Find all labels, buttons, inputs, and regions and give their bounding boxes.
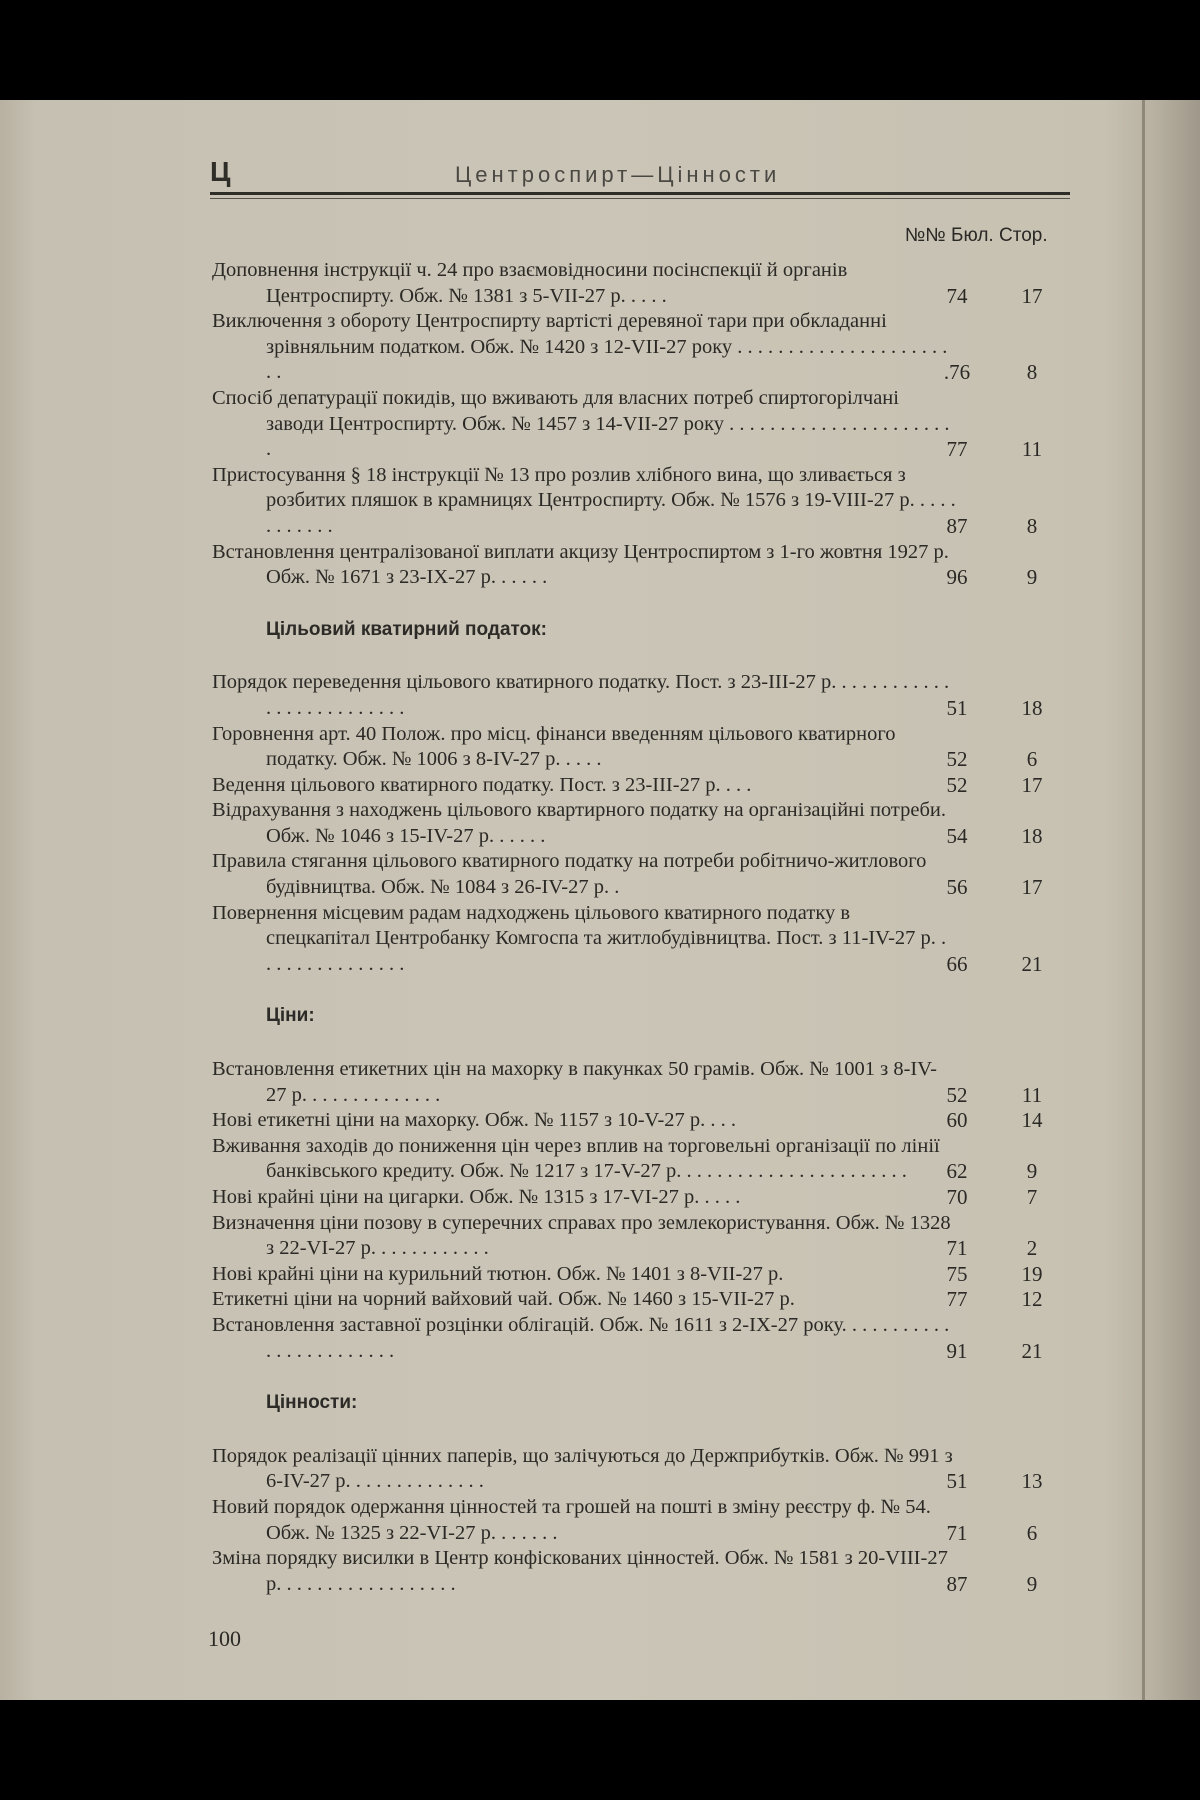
page-reference: 19	[1021, 1261, 1043, 1286]
page-reference: 21	[1021, 1338, 1043, 1363]
entry-references	[912, 773, 1072, 799]
entry-title: Зміна порядку висилки в Центр конфіскованих цінностей. Обж. № 1581 з 20-VIII-27 р. . . . . . . . . . . . . . . . . .	[212, 1547, 948, 1595]
section-heading: Цінности:	[266, 1392, 358, 1414]
entry-title: Порядок переведення цільового кватирного податку. Пост. з 23-III-27 р. . . . . . . . . . . . . . . . . . . . . . . . . .	[212, 671, 950, 719]
bulletin-number: 87	[946, 513, 968, 538]
index-entry	[212, 773, 1072, 799]
section-letter: Ц	[210, 156, 231, 187]
bulletin-number: .76	[943, 360, 971, 385]
entry-title: Нові крайні ціни на курильний тютюн. Обж. № 1401 з 8-VII-27 р.	[212, 1262, 784, 1285]
bulletin-number: 52	[946, 1082, 968, 1107]
page-reference: 6	[1026, 1520, 1038, 1545]
bulletin-number: 56	[946, 875, 968, 900]
bulletin-number: 51	[946, 695, 968, 720]
entry-title: Відрахування з находжень цільового квартирного податку на організаційні потреби. Обж. № 1046 з 15-IV-27 р. . . . . .	[212, 799, 946, 847]
running-title: Центроспирт—Цінности	[455, 162, 781, 187]
index-entry	[212, 1546, 1072, 1597]
entry-references	[912, 437, 1072, 463]
index-entry	[212, 1262, 1072, 1288]
entry-references	[912, 1469, 1072, 1495]
page-reference: 8	[1026, 513, 1038, 538]
index-entry	[212, 1444, 1072, 1495]
bulletin-number: 70	[946, 1185, 968, 1209]
entry-title: Встановлення заставної розцінки облігацій. Обж. № 1611 з 2-IX-27 року. . . . . . . . . . . . . . . . . . . . . . . .	[212, 1313, 950, 1362]
index-entry	[212, 386, 1072, 463]
entry-references	[912, 360, 1072, 386]
bulletin-number: 71	[946, 1236, 968, 1261]
book-page	[0, 100, 1200, 1700]
page-reference: 17	[1021, 772, 1043, 797]
entry-references	[912, 696, 1072, 722]
entry-title: Встановлення централізованої виплати акцизу Центроспиртом з 1-го жовтня 1927 р. Обж. № 1671 з 23-IX-27 р. . . . . .	[212, 540, 949, 589]
bulletin-number: 96	[946, 565, 968, 590]
entry-title: Вживання заходів до пониження цін через вплив на торговельні організації по лінії банківського кредиту. Обж. № 1217 з 17-V-27 р. . . . . . . . . . . . . . . . . . . . . . .	[212, 1134, 940, 1183]
bulletin-number: 71	[946, 1520, 968, 1545]
entry-title: Ведення цільового кватирного податку. Пост. з 23-III-27 р. . . .	[212, 773, 752, 796]
entry-references	[912, 747, 1072, 773]
entry-title: Спосіб депатурації покидів, що вживають для власних потреб спиртогорілчані заводи Центроспирту. Обж. № 1457 з 14-VII-27 року . . . . . . . . . . . . . . . . . . . . . . .	[212, 386, 950, 461]
entry-title: Повернення місцевим радам надходжень цільового кватирного податку в спецкапітал Центробанку Комгоспа та житлобудівництва. Пост. з 11-IV-27 р. . . . . . . . . . . . . . . .	[212, 901, 947, 975]
entry-references	[912, 284, 1072, 310]
index-entry	[212, 1134, 1072, 1185]
index-content	[212, 258, 1072, 1597]
entry-references	[912, 1185, 1072, 1211]
bulletin-number: 52	[946, 747, 968, 772]
entry-references	[912, 875, 1072, 901]
entry-title: Нові крайні ціни на цигарки. Обж. № 1315 з 17-VI-27 р. . . . .	[212, 1186, 741, 1208]
index-entry	[212, 722, 1072, 773]
section-heading: Цільовий кватирний податок:	[266, 618, 548, 640]
page-reference: 12	[1021, 1287, 1043, 1312]
index-entry	[212, 1495, 1072, 1546]
entry-references	[912, 1521, 1072, 1547]
bulletin-number: 66	[946, 951, 968, 976]
index-entry	[212, 1108, 1072, 1134]
entry-title: Правила стягання цільового кватирного податку на потреби робітничо-житлового будівництва. Обж. № 1084 з 26-IV-27 р. .	[212, 850, 927, 899]
bulletin-number: 75	[946, 1261, 968, 1286]
section-heading: Ціни:	[266, 1005, 315, 1027]
entry-references	[912, 1262, 1072, 1288]
page-reference: 13	[1021, 1469, 1043, 1494]
index-entry	[212, 798, 1072, 849]
entry-title: Встановлення етикетних цін на махорку в пакунках 50 грамів. Обж. № 1001 з 8-IV-27 р. . . . . . . . . . . . . .	[212, 1058, 937, 1106]
entry-references	[912, 514, 1072, 540]
index-entry	[212, 1057, 1072, 1108]
entry-title: Порядок реалізації цінних паперів, що залічуються до Держприбутків. Обж. № 991 з 6-IV-27 р. . . . . . . . . . . . . .	[212, 1444, 953, 1493]
header-rule-thin	[210, 198, 1070, 199]
page-reference: 14	[1021, 1108, 1043, 1133]
entry-references	[912, 824, 1072, 850]
index-entry	[212, 1211, 1072, 1262]
bulletin-number: 51	[946, 1469, 968, 1494]
index-entry	[212, 849, 1072, 900]
page-reference: 2	[1026, 1236, 1038, 1261]
entry-references	[912, 1236, 1072, 1262]
bulletin-number: 52	[946, 772, 968, 797]
index-entry	[212, 540, 1072, 591]
bulletin-number: 77	[946, 437, 968, 462]
page-number: 100	[208, 1626, 241, 1651]
bulletin-number: 60	[946, 1108, 968, 1133]
page-reference: 17	[1021, 283, 1043, 308]
page-reference: 8	[1026, 360, 1038, 385]
entry-references	[912, 1339, 1072, 1365]
page-reference: 9	[1026, 1159, 1038, 1184]
running-header	[210, 156, 1070, 196]
entry-title: Горовнення арт. 40 Полож. про місц. фінанси введенням цільового кватирного податку. Обж. № 1006 з 8-IV-27 р. . . . .	[212, 722, 896, 771]
page-reference: 21	[1021, 951, 1043, 976]
bulletin-number: 54	[946, 823, 968, 848]
page-reference: 18	[1021, 823, 1043, 848]
entry-title: Виключення з обороту Центроспирту вартісті деревяної тари при обкладанні зрівняльним податком. Обж. № 1420 з 12-VII-27 року . . . . . . . . . . . . . . . . . . . . . . .	[212, 310, 948, 384]
entry-references	[912, 1572, 1072, 1598]
entry-references	[912, 1287, 1072, 1313]
bulletin-number: 91	[946, 1338, 968, 1363]
index-entry	[212, 309, 1072, 386]
entry-references	[912, 1083, 1072, 1109]
page-reference: 17	[1021, 875, 1043, 900]
bulletin-number: 87	[946, 1571, 968, 1596]
bulletin-number: 77	[946, 1287, 968, 1312]
page-reference: 18	[1021, 695, 1043, 720]
bulletin-number: 62	[946, 1159, 968, 1184]
index-entry	[212, 463, 1072, 540]
page-reference: 6	[1026, 747, 1038, 772]
column-headers: №№ Бюл. Стор.	[905, 225, 1048, 246]
index-entry	[212, 670, 1072, 721]
entry-title: Визначення ціни позову в суперечних справах про землекористування. Обж. № 1328 з 22-VI-27 р. . . . . . . . . . . .	[212, 1211, 951, 1260]
index-entry	[212, 901, 1072, 978]
index-entry	[212, 1313, 1072, 1364]
index-entry	[212, 1287, 1072, 1313]
entry-references	[912, 1159, 1072, 1185]
entry-references	[912, 952, 1072, 978]
index-entry	[212, 258, 1072, 309]
bulletin-number: 74	[946, 283, 968, 308]
entry-title: Доповнення інструкції ч. 24 про взаємовідносини посінспекції й органів Центроспирту. Обж. № 1381 з 5-VII-27 р. . . . .	[212, 259, 848, 307]
page-reference: 11	[1021, 437, 1043, 462]
index-entry	[212, 1185, 1072, 1211]
page-reference: 11	[1021, 1082, 1043, 1107]
entry-references	[912, 565, 1072, 591]
page-reference: 7	[1026, 1185, 1038, 1209]
page-reference: 9	[1026, 565, 1038, 590]
entry-title: Нові етикетні ціни на махорку. Обж. № 1157 з 10-V-27 р. . . .	[212, 1109, 737, 1132]
entry-references	[912, 1108, 1072, 1134]
page-reference: 9	[1026, 1571, 1038, 1596]
entry-title: Етикетні ціни на чорний вайховий чай. Обж. № 1460 з 15-VII-27 р.	[212, 1288, 795, 1311]
header-rule	[210, 192, 1070, 195]
entry-title: Пристосування § 18 інструкції № 13 про розлив хлібного вина, що зливається з розбитих пляшок в крамницях Центроспирту. Обж. № 1576 з 19-VIII-27 р. . . . . . . . . . . .	[212, 463, 956, 537]
entry-title: Новий порядок одержання цінностей та грошей на пошті в зміну реєстру ф. № 54. Обж. № 1325 з 22-VI-27 р. . . . . . .	[212, 1495, 931, 1544]
